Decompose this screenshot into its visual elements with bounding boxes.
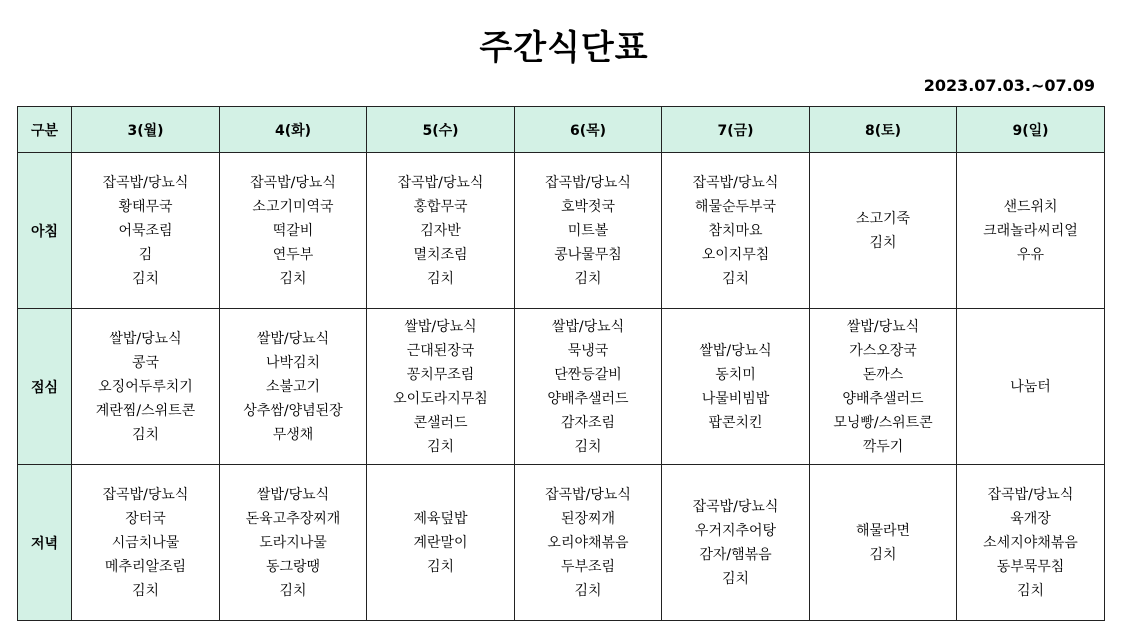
menu-item: 모닝빵/스위트콘: [833, 414, 933, 431]
menu-item: 두부조림: [560, 558, 616, 575]
menu-item: 김치: [131, 270, 160, 287]
menu-item: 소세지야채볶음: [983, 534, 1078, 551]
menu-item: 우유: [1016, 246, 1045, 263]
menu-item: 깍두기: [862, 438, 904, 455]
menu-cell: [515, 309, 662, 465]
menu-cell: [957, 309, 1105, 465]
menu-item: 떡갈비: [272, 222, 314, 239]
menu-item: 팝콘치킨: [708, 414, 763, 431]
menu-cell: [662, 309, 810, 465]
menu-item: 소고기죽: [855, 210, 911, 227]
menu-item: 나박김치: [265, 354, 321, 371]
header-day: 7(금): [662, 107, 810, 153]
menu-item: 김치: [279, 582, 307, 599]
menu-item: 소고기미역국: [252, 198, 334, 215]
menu-item: 황태무국: [118, 198, 173, 215]
menu-item: 잡곡밥/당뇨식: [102, 174, 189, 191]
menu-item: 잡곡밥/당뇨식: [102, 486, 189, 503]
menu-item: 어묵조림: [118, 222, 173, 239]
menu-item: 멸치조림: [413, 246, 468, 263]
menu-item: 해물순두부국: [694, 198, 777, 215]
menu-item: 잡곡밥/당뇨식: [397, 174, 484, 191]
menu-item: 김치: [131, 426, 160, 443]
menu-item: 샌드위치: [1003, 198, 1058, 215]
header-category: 구분: [18, 107, 72, 153]
menu-item: 쌀밥/당뇨식: [699, 342, 772, 359]
menu-item: 쌀밥/당뇨식: [109, 330, 182, 347]
menu-item: 돈까스: [862, 366, 904, 383]
menu-item: 나물비빔밥: [701, 390, 770, 407]
menu-item: 된장찌개: [560, 510, 616, 527]
menu-item: 잡곡밥/당뇨식: [545, 174, 631, 191]
header-day: 6(목): [515, 107, 662, 153]
header-row: [18, 107, 1105, 153]
menu-item: 쌀밥/당뇨식: [404, 318, 477, 335]
menu-cell: [810, 309, 957, 465]
menu-item: 김치: [574, 270, 602, 287]
menu-item: 콩나물무침: [554, 246, 622, 263]
menu-cell: [367, 309, 515, 465]
menu-item: 김치: [869, 546, 897, 563]
page-title: 주간식단표: [479, 28, 649, 68]
menu-item: 연두부: [272, 246, 314, 263]
menu-item: 김치: [279, 270, 307, 287]
menu-item: 쌀밥/당뇨식: [846, 318, 920, 335]
menu-item: 참치마요: [708, 222, 763, 239]
menu-item: 오이도라지무침: [393, 390, 488, 407]
menu-item: 김치: [426, 558, 455, 575]
menu-item: 나눔터: [1010, 378, 1051, 395]
menu-item: 메추리알조림: [104, 558, 187, 575]
menu-cell: [220, 153, 367, 309]
menu-cell: [515, 153, 662, 309]
menu-cell: [957, 465, 1105, 621]
menu-cell: [515, 465, 662, 621]
menu-item: 가스오장국: [849, 342, 917, 359]
menu-item: 김치: [721, 270, 750, 287]
meal-label: 저녁: [18, 465, 72, 621]
menu-item: 잡곡밥/당뇨식: [545, 486, 631, 503]
menu-item: 김자반: [420, 222, 461, 239]
menu-cell: [72, 465, 220, 621]
menu-cell: [220, 465, 367, 621]
menu-item: 꽁치무조림: [406, 366, 475, 383]
menu-item: 계란찜/스위트콘: [95, 402, 196, 419]
menu-item: 호박젓국: [560, 198, 616, 215]
menu-cell: [220, 309, 367, 465]
menu-item: 단짠등갈비: [554, 366, 622, 383]
header-day: 4(화): [220, 107, 367, 153]
menu-item: 김치: [869, 234, 897, 251]
menu-item: 잡곡밥/당뇨식: [692, 498, 779, 515]
menu-cell: [367, 465, 515, 621]
menu-cell: [810, 153, 957, 309]
menu-item: 김치: [426, 270, 455, 287]
header-day: 8(토): [810, 107, 957, 153]
menu-item: 쌀밥/당뇨식: [256, 486, 330, 503]
menu-item: 김치: [1016, 582, 1045, 599]
weekly-menu-table: [17, 106, 1105, 621]
menu-item: 해물라면: [855, 522, 911, 539]
menu-item: 잡곡밥/당뇨식: [692, 174, 779, 191]
menu-item: 장터국: [125, 510, 166, 527]
menu-item: 잡곡밥/당뇨식: [987, 486, 1074, 503]
menu-item: 콩국: [131, 354, 160, 371]
menu-item: 오리야채볶음: [547, 534, 629, 551]
meal-row-breakfast: [18, 153, 1105, 309]
menu-item: 동치미: [715, 366, 756, 383]
menu-item: 제육덮밥: [413, 510, 468, 527]
menu-item: 콘샐러드: [413, 414, 468, 431]
menu-item: 돈육고추장찌개: [245, 510, 341, 527]
menu-item: 무생채: [272, 426, 314, 443]
menu-item: 양배추샐러드: [547, 390, 629, 407]
meal-label: 점심: [18, 309, 72, 465]
meal-row-lunch: [18, 309, 1105, 465]
menu-item: 잡곡밥/당뇨식: [250, 174, 336, 191]
menu-item: 상추쌈/양념된장: [243, 402, 343, 419]
menu-cell: [957, 153, 1105, 309]
menu-item: 근대된장국: [406, 342, 475, 359]
menu-cell: [662, 465, 810, 621]
menu-item: 쌀밥/당뇨식: [256, 330, 330, 347]
meal-row-dinner: [18, 465, 1105, 621]
menu-item: 오징어두루치기: [98, 378, 193, 395]
menu-cell: [72, 309, 220, 465]
header-day: 3(월): [72, 107, 220, 153]
menu-item: 우거지추어탕: [694, 522, 777, 539]
menu-item: 감자조림: [560, 414, 616, 431]
menu-item: 묵냉국: [567, 342, 609, 359]
menu-item: 계란말이: [413, 534, 468, 551]
menu-item: 쌀밥/당뇨식: [551, 318, 625, 335]
menu-item: 도라지나물: [259, 534, 327, 551]
menu-item: 동그랑땡: [265, 558, 321, 575]
menu-item: 김치: [131, 582, 160, 599]
menu-item: 시금치나물: [111, 534, 180, 551]
menu-item: 김: [138, 246, 153, 263]
menu-item: 크래놀라씨리얼: [983, 222, 1078, 239]
menu-item: 감자/햄볶음: [699, 546, 772, 563]
date-range: 2023.07.03.~07.09: [923, 76, 1095, 95]
menu-item: 오이지무침: [701, 246, 770, 263]
menu-cell: [72, 153, 220, 309]
menu-item: 소불고기: [265, 378, 321, 395]
menu-item: 김치: [574, 582, 602, 599]
menu-cell: [662, 153, 810, 309]
menu-item: 홍합무국: [413, 198, 468, 215]
menu-cell: [810, 465, 957, 621]
menu-item: 동부묵무침: [996, 558, 1065, 575]
menu-item: 김치: [426, 438, 455, 455]
menu-item: 미트볼: [567, 222, 609, 239]
header-day: 9(일): [957, 107, 1105, 153]
menu-item: 양배추샐러드: [842, 390, 924, 407]
header-day: 5(수): [367, 107, 515, 153]
menu-item: 김치: [574, 438, 602, 455]
meal-label: 아침: [18, 153, 72, 309]
menu-item: 김치: [721, 570, 750, 587]
menu-item: 육개장: [1010, 510, 1051, 527]
menu-cell: [367, 153, 515, 309]
